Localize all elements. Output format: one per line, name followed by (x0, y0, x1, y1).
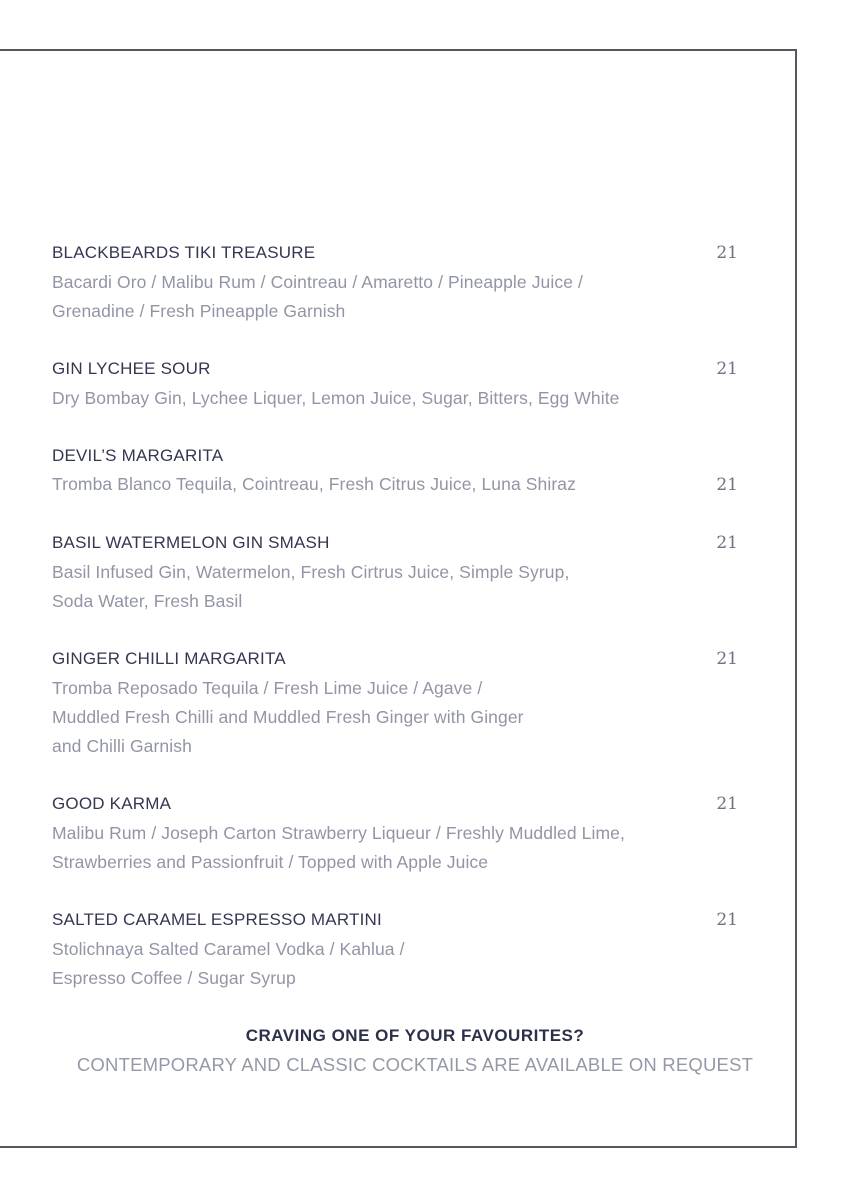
item-description-row (52, 558, 738, 587)
item-description-line: Strawberries and Passionfruit / Topped with Apple Juice (52, 852, 489, 872)
item-name: BASIL WATERMELON GIN SMASH (52, 533, 330, 552)
item-description-line: Tromba Blanco Tequila, Cointreau, Fresh Citrus Juice, Luna Shiraz (52, 474, 576, 494)
item-description-line: and Chilli Garnish (52, 736, 192, 756)
item-name: GOOD KARMA (52, 794, 172, 813)
item-description-line: Muddled Fresh Chilli and Muddled Fresh Ginger with Ginger (52, 707, 524, 727)
item-description-row (52, 848, 738, 877)
item-title-row (52, 644, 738, 674)
item-description-row (52, 674, 738, 703)
item-price: 21 (716, 649, 738, 669)
menu-items (52, 238, 778, 993)
item-name: DEVIL’S MARGARITA (52, 446, 224, 465)
item-name: SALTED CARAMEL ESPRESSO MARTINI (52, 910, 382, 929)
menu-item (52, 238, 778, 326)
item-price: 21 (716, 910, 738, 930)
item-description-line: Dry Bombay Gin, Lychee Liquer, Lemon Juice, Sugar, Bitters, Egg White (52, 388, 620, 408)
item-price: 21 (716, 533, 738, 553)
item-description-line: Stolichnaya Salted Caramel Vodka / Kahlua / (52, 939, 405, 959)
item-description-row (52, 732, 738, 761)
item-description-row (52, 703, 738, 732)
footer-subheading: CONTEMPORARY AND CLASSIC COCKTAILS ARE AVAILABLE ON REQUEST (76, 1054, 754, 1075)
footer-heading: CRAVING ONE OF YOUR FAVOURITES? (245, 1026, 585, 1045)
item-title-row (52, 528, 738, 558)
item-description-line: Malibu Rum / Joseph Carton Strawberry Liqueur / Freshly Muddled Lime, (52, 823, 625, 843)
item-title-row (52, 905, 738, 935)
item-description-line: Tromba Reposado Tequila / Fresh Lime Juice / Agave / (52, 678, 483, 698)
item-name: GIN LYCHEE SOUR (52, 359, 211, 378)
menu-item (52, 905, 778, 993)
item-description-row (52, 819, 738, 848)
menu-item (52, 644, 778, 761)
item-name: BLACKBEARDS TIKI TREASURE (52, 243, 316, 262)
item-title-row (52, 441, 738, 470)
item-description-row (52, 964, 738, 993)
menu-item (52, 441, 778, 500)
item-price: 21 (716, 243, 738, 263)
item-description-row (52, 384, 738, 413)
item-title-row (52, 238, 738, 268)
item-description-row (52, 470, 738, 500)
menu-content (52, 238, 778, 1079)
menu-item (52, 528, 778, 616)
item-description-row (52, 935, 738, 964)
item-description-row (52, 297, 738, 326)
item-description-row (52, 587, 738, 616)
item-description-line: Soda Water, Fresh Basil (52, 591, 243, 611)
menu-footer (52, 1021, 778, 1079)
item-description-line: Espresso Coffee / Sugar Syrup (52, 968, 296, 988)
item-description-line: Basil Infused Gin, Watermelon, Fresh Cirtrus Juice, Simple Syrup, (52, 562, 570, 582)
item-description-line: Grenadine / Fresh Pineapple Garnish (52, 301, 346, 321)
item-title-row (52, 354, 738, 384)
item-name: GINGER CHILLI MARGARITA (52, 649, 286, 668)
item-description-line: Bacardi Oro / Malibu Rum / Cointreau / Amaretto / Pineapple Juice / (52, 272, 583, 292)
menu-item (52, 354, 778, 413)
item-price: 21 (716, 794, 738, 814)
menu-item (52, 789, 778, 877)
item-title-row (52, 789, 738, 819)
item-description-row (52, 268, 738, 297)
item-price: 21 (716, 359, 738, 379)
item-price: 21 (716, 475, 738, 495)
